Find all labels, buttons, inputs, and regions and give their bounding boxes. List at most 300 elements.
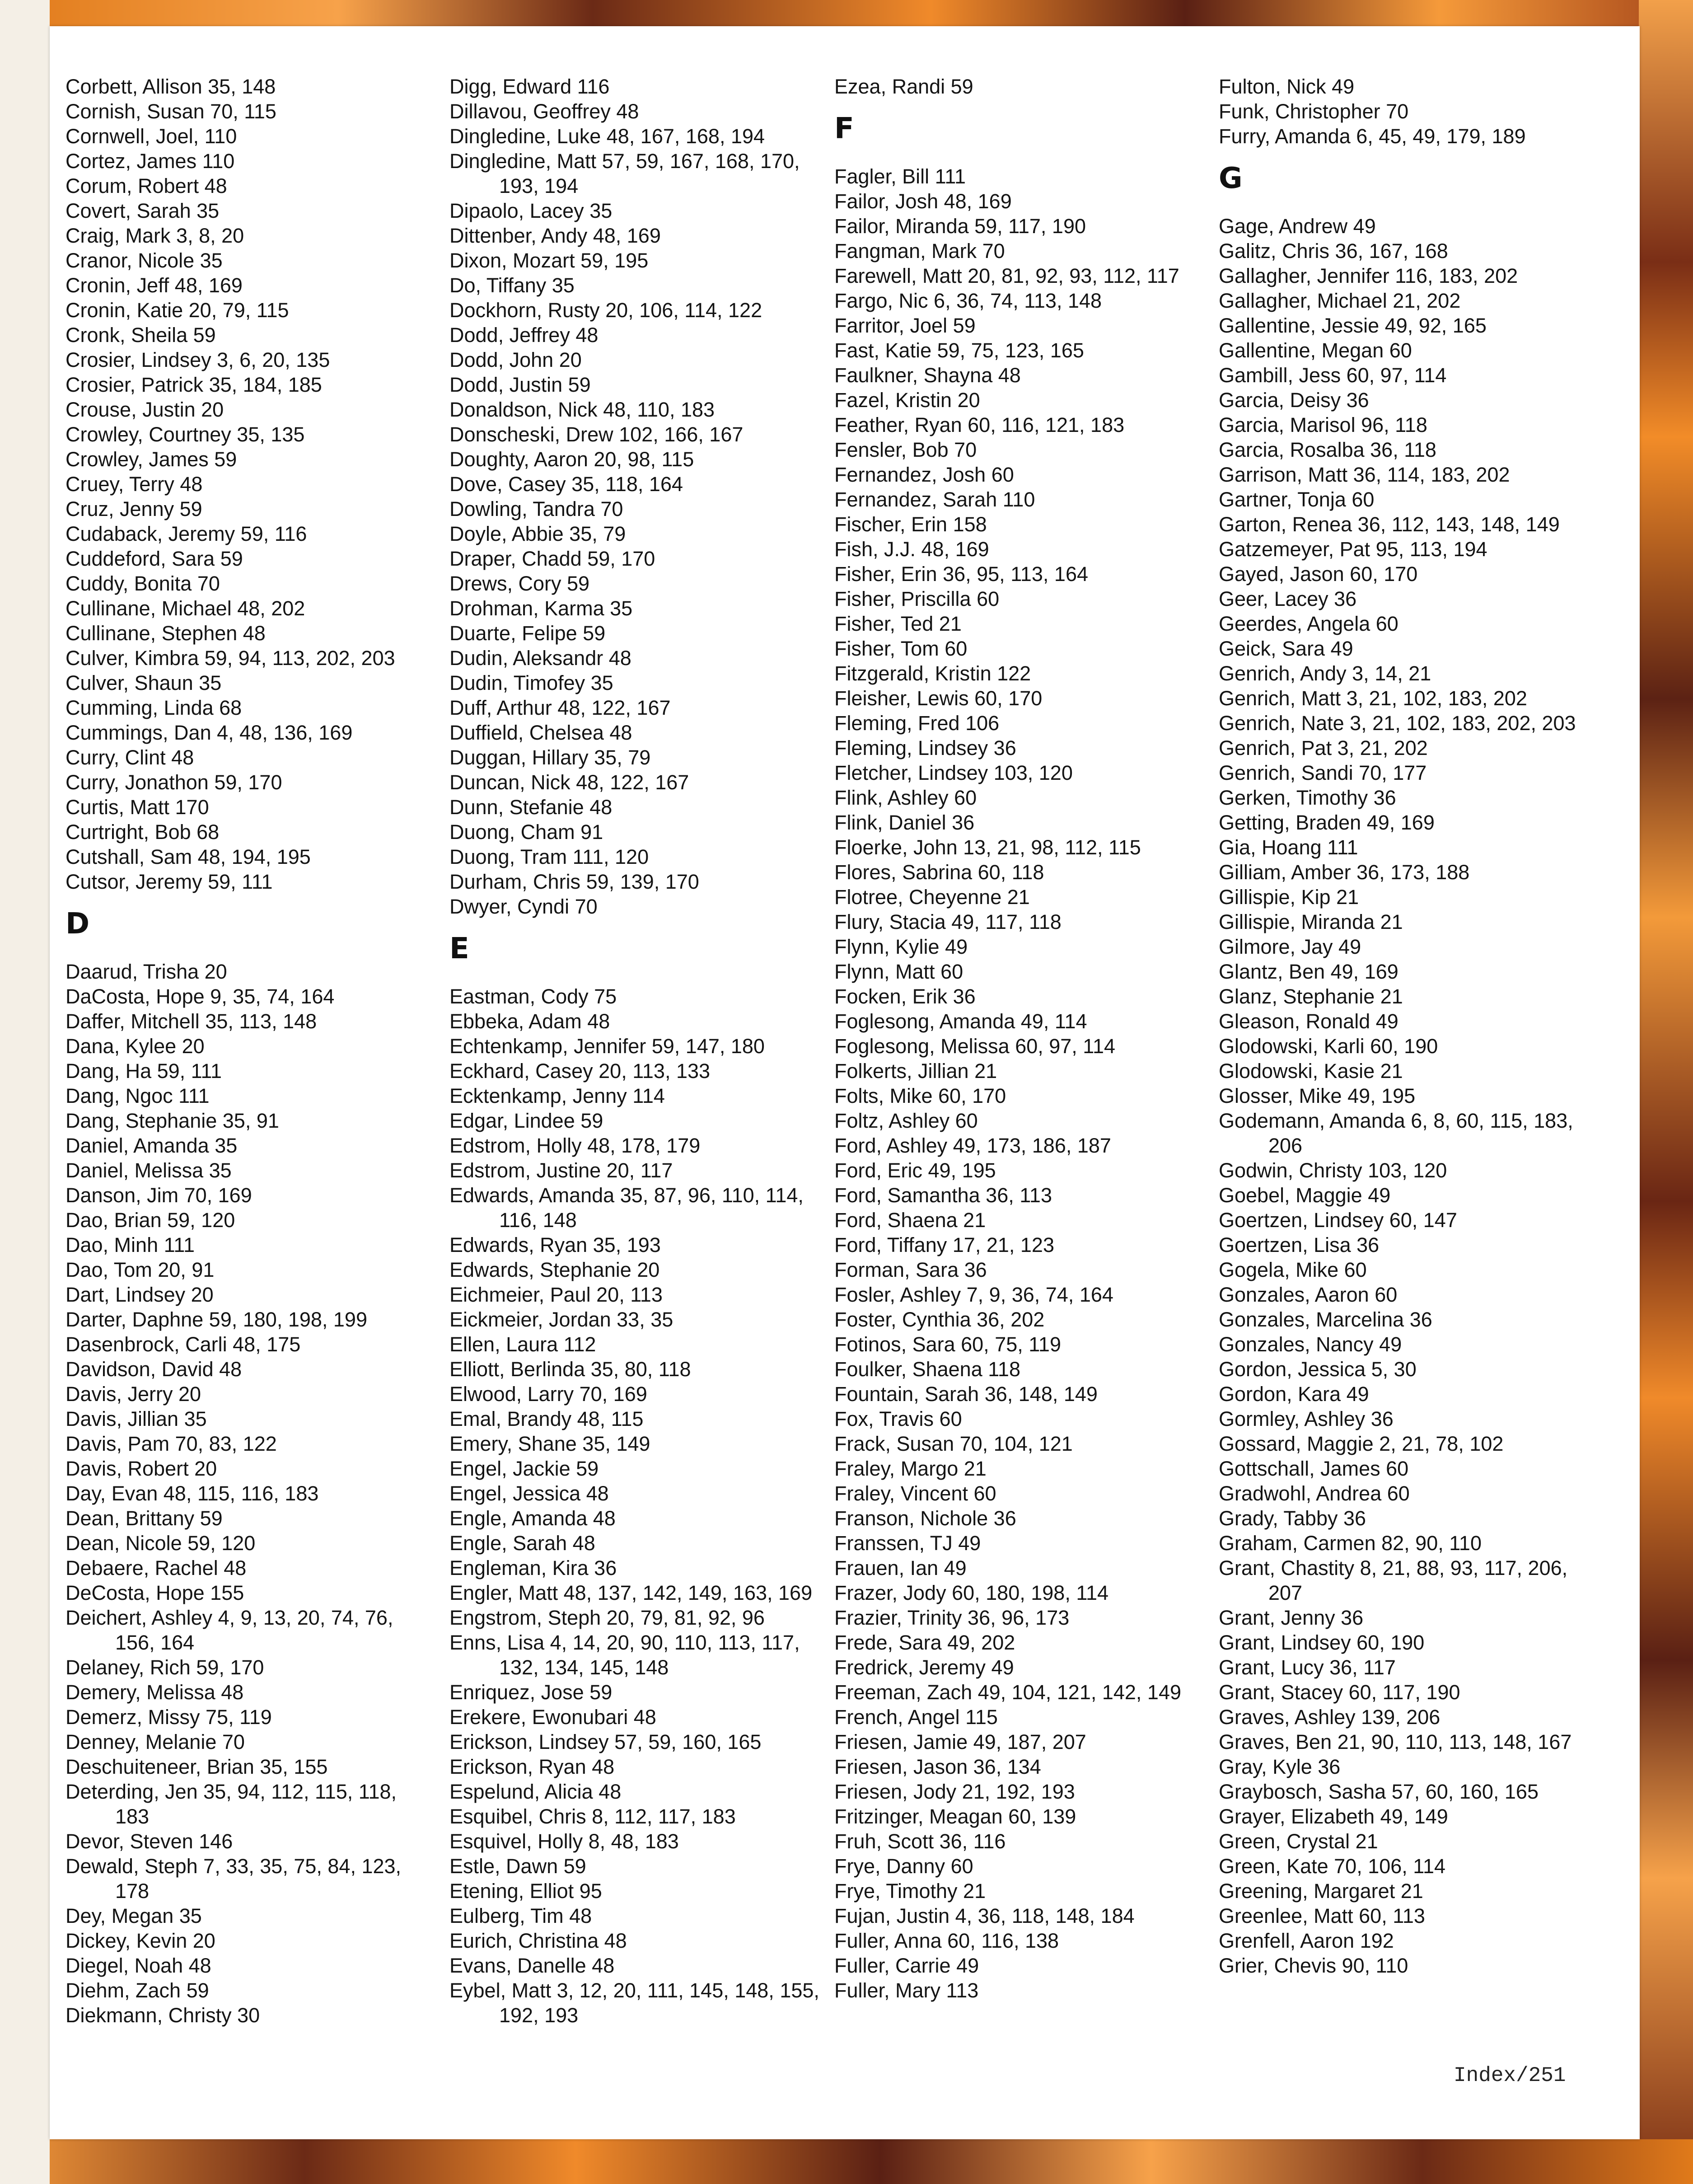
- index-entry: Gambill, Jess 60, 97, 114: [1219, 364, 1447, 387]
- index-entry: Darter, Daphne 59, 180, 198, 199: [65, 1308, 367, 1331]
- index-entry: Goertzen, Lisa 36: [1219, 1233, 1380, 1256]
- index-entry: Gatzemeyer, Pat 95, 113, 194: [1219, 538, 1487, 561]
- index-entry: Gerken, Timothy 36: [1219, 786, 1396, 809]
- index-entry: Farewell, Matt 20, 81, 92, 93, 112, 117: [834, 264, 1179, 287]
- index-entry: Geer, Lacey 36: [1219, 587, 1357, 610]
- index-entry: Forman, Sara 36: [834, 1258, 987, 1281]
- index-entry: Fraley, Margo 21: [834, 1457, 987, 1480]
- index-entry: Daffer, Mitchell 35, 113, 148: [65, 1010, 317, 1033]
- index-entry: Glodowski, Kasie 21: [1219, 1059, 1403, 1083]
- index-entry: DaCosta, Hope 9, 35, 74, 164: [65, 985, 335, 1008]
- index-entry: Corbett, Allison 35, 148: [65, 75, 276, 98]
- index-entry: Dang, Stephanie 35, 91: [65, 1109, 279, 1132]
- index-entry: Dickey, Kevin 20: [65, 1929, 215, 1952]
- index-entry: Gallagher, Michael 21, 202: [1219, 289, 1461, 312]
- index-entry: Fraley, Vincent 60: [834, 1482, 996, 1505]
- index-entry: Fosler, Ashley 7, 9, 36, 74, 164: [834, 1283, 1113, 1306]
- index-entry: Cronin, Jeff 48, 169: [65, 274, 243, 297]
- index-entry: Fleming, Lindsey 36: [834, 736, 1016, 759]
- index-entry: Gartner, Tonja 60: [1219, 488, 1375, 511]
- index-entry: Curtright, Bob 68: [65, 820, 220, 844]
- index-entry: Fulton, Nick 49: [1219, 75, 1355, 98]
- index-entry: Geick, Sara 49: [1219, 637, 1353, 660]
- index-entry: Faulkner, Shayna 48: [834, 364, 1021, 387]
- index-entry: Fargo, Nic 6, 36, 74, 113, 148: [834, 289, 1102, 312]
- index-entry: Gonzales, Nancy 49: [1219, 1333, 1402, 1356]
- index-entry: Fagler, Bill 111: [834, 165, 966, 188]
- index-entry: Ford, Eric 49, 195: [834, 1159, 996, 1182]
- index-entry: Eulberg, Tim 48: [449, 1904, 592, 1927]
- index-entry: Garcia, Rosalba 36, 118: [1219, 438, 1436, 461]
- index-entry: Cornwell, Joel, 110: [65, 125, 237, 148]
- index-entry: Gallagher, Jennifer 116, 183, 202: [1219, 264, 1518, 287]
- index-column-3: [834, 74, 1205, 2003]
- index-entry: Glantz, Ben 49, 169: [1219, 960, 1398, 983]
- index-entry: Freeman, Zach 49, 104, 121, 142, 149: [834, 1681, 1182, 1704]
- index-entry: Frye, Timothy 21: [834, 1879, 986, 1903]
- index-entry: Corum, Robert 48: [65, 174, 227, 197]
- index-entry: Ford, Samantha 36, 113: [834, 1184, 1052, 1207]
- index-entry: Genrich, Pat 3, 21, 202: [1219, 736, 1428, 759]
- index-entry: Evans, Danelle 48: [449, 1954, 615, 1977]
- index-entry: Cutshall, Sam 48, 194, 195: [65, 845, 311, 868]
- index-entry: Ellen, Laura 112: [449, 1333, 596, 1356]
- index-entry: Dowling, Tandra 70: [449, 497, 623, 520]
- index-entry: Curry, Clint 48: [65, 746, 194, 769]
- index-entry: Gray, Kyle 36: [1219, 1755, 1341, 1778]
- index-entry: Draper, Chadd 59, 170: [449, 547, 655, 570]
- index-entry: Fischer, Erin 158: [834, 513, 987, 536]
- index-entry: Grant, Lindsey 60, 190: [1219, 1631, 1425, 1654]
- index-entry: Foulker, Shaena 118: [834, 1358, 1020, 1381]
- index-entry: Graves, Ashley 139, 206: [1219, 1706, 1440, 1729]
- index-entry: Frazer, Jody 60, 180, 198, 114: [834, 1581, 1109, 1604]
- index-entry: Friesen, Jamie 49, 187, 207: [834, 1730, 1086, 1753]
- index-column-1: [65, 74, 436, 2028]
- index-entry: Gage, Andrew 49: [1219, 215, 1376, 238]
- index-entry: Engler, Matt 48, 137, 142, 149, 163, 169: [449, 1581, 813, 1604]
- index-entry: Gia, Hoang 111: [1219, 836, 1358, 859]
- index-entry: Fleisher, Lewis 60, 170: [834, 687, 1043, 710]
- index-entry: Culver, Shaun 35: [65, 671, 222, 694]
- index-entry: Denney, Melanie 70: [65, 1730, 245, 1753]
- index-entry: Fangman, Mark 70: [834, 239, 1005, 262]
- index-entry: Gordon, Jessica 5, 30: [1219, 1358, 1417, 1381]
- index-entry: Demerz, Missy 75, 119: [65, 1706, 272, 1729]
- index-entry: Grenfell, Aaron 192: [1219, 1929, 1394, 1952]
- index-entry: Drohman, Karma 35: [449, 597, 633, 620]
- index-entry: Dipaolo, Lacey 35: [449, 199, 613, 222]
- index-entry: Graham, Carmen 82, 90, 110: [1219, 1532, 1482, 1555]
- index-entry: Eastman, Cody 75: [449, 985, 617, 1008]
- index-entry: Crowley, James 59: [65, 448, 237, 471]
- index-entry: Doughty, Aaron 20, 98, 115: [449, 448, 694, 471]
- index-entry: Dingledine, Matt 57, 59, 167, 168, 170, 193, 194: [449, 150, 800, 197]
- index-entry: Gillispie, Miranda 21: [1219, 910, 1403, 933]
- index-entry: Grant, Jenny 36: [1219, 1606, 1364, 1629]
- index-entry: Flink, Daniel 36: [834, 811, 975, 834]
- index-entry: Ecktenkamp, Jenny 114: [449, 1084, 665, 1107]
- index-entry: Foltz, Ashley 60: [834, 1109, 978, 1132]
- index-entry: Cortez, James 110: [65, 150, 235, 173]
- index-entry: Cronin, Katie 20, 79, 115: [65, 299, 289, 322]
- section-letter-d: D: [65, 907, 90, 941]
- index-entry: Curry, Jonathon 59, 170: [65, 771, 282, 794]
- index-entry: Green, Kate 70, 106, 114: [1219, 1855, 1446, 1878]
- index-entry: Diegel, Noah 48: [65, 1954, 211, 1977]
- index-entry: Delaney, Rich 59, 170: [65, 1656, 264, 1679]
- index-entry: Dillavou, Geoffrey 48: [449, 100, 639, 123]
- index-entry: Dao, Tom 20, 91: [65, 1258, 215, 1281]
- index-entry: Fountain, Sarah 36, 148, 149: [834, 1383, 1098, 1406]
- index-entry: Gilliam, Amber 36, 173, 188: [1219, 861, 1470, 884]
- index-entry: Dewald, Steph 7, 33, 35, 75, 84, 123, 178: [65, 1855, 402, 1903]
- index-entry: Dudin, Timofey 35: [449, 671, 613, 694]
- index-entry: Fleming, Fred 106: [834, 712, 1000, 735]
- index-entry: Genrich, Matt 3, 21, 102, 183, 202: [1219, 687, 1527, 710]
- index-entry: Dean, Brittany 59: [65, 1507, 223, 1530]
- index-entry: Davis, Jillian 35: [65, 1407, 207, 1430]
- index-entry: Flury, Stacia 49, 117, 118: [834, 910, 1062, 933]
- index-entry: Gillispie, Kip 21: [1219, 886, 1359, 909]
- index-entry: Crowley, Courtney 35, 135: [65, 423, 305, 446]
- index-entry: Ezea, Randi 59: [834, 75, 973, 98]
- index-entry: Engel, Jackie 59: [449, 1457, 599, 1480]
- index-entry: Feather, Ryan 60, 116, 121, 183: [834, 413, 1125, 436]
- index-entry: Dart, Lindsey 20: [65, 1283, 214, 1306]
- index-entry: Ford, Shaena 21: [834, 1209, 986, 1232]
- index-entry: Cutsor, Jeremy 59, 111: [65, 870, 273, 893]
- index-entry: Cumming, Linda 68: [65, 696, 242, 719]
- index-entry: Cruz, Jenny 59: [65, 497, 202, 520]
- index-entry: Donaldson, Nick 48, 110, 183: [449, 398, 715, 421]
- index-entry: Floerke, John 13, 21, 98, 112, 115: [834, 836, 1141, 859]
- index-entry: Gilmore, Jay 49: [1219, 935, 1361, 958]
- index-entry: Drews, Cory 59: [449, 572, 590, 595]
- index-entry: French, Angel 115: [834, 1706, 998, 1729]
- index-entry: Green, Crystal 21: [1219, 1830, 1378, 1853]
- index-entry: Fletcher, Lindsey 103, 120: [834, 761, 1073, 784]
- index-entry: Davis, Robert 20: [65, 1457, 217, 1480]
- index-entry: Fuller, Carrie 49: [834, 1954, 979, 1977]
- index-entry: Edstrom, Holly 48, 178, 179: [449, 1134, 701, 1157]
- index-entry: Diehm, Zach 59: [65, 1979, 209, 2002]
- index-entry: Eichmeier, Paul 20, 113: [449, 1283, 663, 1306]
- index-column-4: [1219, 74, 1589, 1978]
- index-entry: Getting, Braden 49, 169: [1219, 811, 1435, 834]
- index-entry: Gallentine, Jessie 49, 92, 165: [1219, 314, 1487, 337]
- index-entry: Glosser, Mike 49, 195: [1219, 1084, 1416, 1107]
- index-entry: Davis, Jerry 20: [65, 1383, 201, 1406]
- index-entry: Gossard, Maggie 2, 21, 78, 102: [1219, 1432, 1504, 1455]
- index-entry: Frye, Danny 60: [834, 1855, 973, 1878]
- index-entry: Fruh, Scott 36, 116: [834, 1830, 1006, 1853]
- index-entry: Frauen, Ian 49: [834, 1556, 967, 1579]
- index-entry: Grayer, Elizabeth 49, 149: [1219, 1805, 1448, 1828]
- index-entry: Dove, Casey 35, 118, 164: [449, 473, 683, 496]
- index-entry: Crouse, Justin 20: [65, 398, 224, 421]
- section-letter-e: E: [449, 932, 469, 965]
- index-entry: Grady, Tabby 36: [1219, 1507, 1366, 1530]
- index-entry: Fisher, Tom 60: [834, 637, 968, 660]
- index-entry: Covert, Sarah 35: [65, 199, 220, 222]
- index-entry: Fuller, Anna 60, 116, 138: [834, 1929, 1059, 1952]
- index-entry: Duffield, Chelsea 48: [449, 721, 632, 744]
- index-entry: Dang, Ngoc 111: [65, 1084, 210, 1107]
- index-entry: Davidson, David 48: [65, 1358, 242, 1381]
- index-entry: Fritzinger, Meagan 60, 139: [834, 1805, 1076, 1828]
- index-entry: Cranor, Nicole 35: [65, 249, 223, 272]
- index-entry: Flores, Sabrina 60, 118: [834, 861, 1044, 884]
- index-entry: Grant, Chastity 8, 21, 88, 93, 117, 206, 207: [1219, 1556, 1568, 1604]
- index-entry: Fernandez, Sarah 110: [834, 488, 1035, 511]
- index-entry: Friesen, Jody 21, 192, 193: [834, 1780, 1075, 1803]
- index-entry: Elliott, Berlinda 35, 80, 118: [449, 1358, 691, 1381]
- index-entry: Daniel, Amanda 35: [65, 1134, 238, 1157]
- index-entry: Gradwohl, Andrea 60: [1219, 1482, 1410, 1505]
- index-entry: Durham, Chris 59, 139, 170: [449, 870, 699, 893]
- index-entry: Garrison, Matt 36, 114, 183, 202: [1219, 463, 1510, 486]
- index-entry: Graybosch, Sasha 57, 60, 160, 165: [1219, 1780, 1539, 1803]
- index-entry: Frede, Sara 49, 202: [834, 1631, 1015, 1654]
- index-entry: Davis, Pam 70, 83, 122: [65, 1432, 277, 1455]
- index-entry: Dodd, Jeffrey 48: [449, 323, 599, 347]
- index-entry: Erickson, Ryan 48: [449, 1755, 615, 1778]
- index-entry: Genrich, Nate 3, 21, 102, 183, 202, 203: [1219, 712, 1576, 735]
- index-entry: Grier, Chevis 90, 110: [1219, 1954, 1408, 1977]
- index-column-2: [449, 74, 820, 2028]
- index-entry: Fisher, Ted 21: [834, 612, 962, 635]
- index-entry: Foglesong, Melissa 60, 97, 114: [834, 1035, 1116, 1058]
- index-entry: Gordon, Kara 49: [1219, 1383, 1369, 1406]
- index-entry: Duncan, Nick 48, 122, 167: [449, 771, 689, 794]
- index-entry: Day, Evan 48, 115, 116, 183: [65, 1482, 319, 1505]
- index-entry: Emal, Brandy 48, 115: [449, 1407, 644, 1430]
- index-entry: Cuddeford, Sara 59: [65, 547, 243, 570]
- index-entry: Farritor, Joel 59: [834, 314, 976, 337]
- index-entry: Enns, Lisa 4, 14, 20, 90, 110, 113, 117, 132, 134, 145, 148: [449, 1631, 800, 1679]
- index-entry: Galitz, Chris 36, 167, 168: [1219, 239, 1448, 262]
- index-entry: Dana, Kylee 20: [65, 1035, 205, 1058]
- index-entry: Folkerts, Jillian 21: [834, 1059, 997, 1083]
- index-entry: Glodowski, Karli 60, 190: [1219, 1035, 1438, 1058]
- index-entry: Godemann, Amanda 6, 8, 60, 115, 183, 206: [1219, 1109, 1573, 1157]
- index-entry: Frazier, Trinity 36, 96, 173: [834, 1606, 1070, 1629]
- index-entry: Culver, Kimbra 59, 94, 113, 202, 203: [65, 647, 395, 670]
- index-entry: Fox, Travis 60: [834, 1407, 962, 1430]
- index-entry: Crosier, Patrick 35, 184, 185: [65, 373, 322, 396]
- index-entry: Engstrom, Steph 20, 79, 81, 92, 96: [449, 1606, 765, 1629]
- index-entry: Fast, Katie 59, 75, 123, 165: [834, 339, 1084, 362]
- decorative-bottom-band: [0, 2139, 1693, 2184]
- index-entry: Duong, Cham 91: [449, 820, 603, 844]
- index-entry: Fuller, Mary 113: [834, 1979, 979, 2002]
- index-entry: Fujan, Justin 4, 36, 118, 148, 184: [834, 1904, 1135, 1927]
- index-entry: Edstrom, Justine 20, 117: [449, 1159, 673, 1182]
- index-entry: Duarte, Felipe 59: [449, 622, 606, 645]
- index-entry: Doyle, Abbie 35, 79: [449, 522, 626, 545]
- index-entry: Geerdes, Angela 60: [1219, 612, 1398, 635]
- index-entry: Friesen, Jason 36, 134: [834, 1755, 1041, 1778]
- index-entry: Dodd, Justin 59: [449, 373, 591, 396]
- index-entry: Dudin, Aleksandr 48: [449, 647, 631, 670]
- index-entry: Dockhorn, Rusty 20, 106, 114, 122: [449, 299, 762, 322]
- index-entry: Grant, Lucy 36, 117: [1219, 1656, 1396, 1679]
- index-entry: Cronk, Sheila 59: [65, 323, 216, 347]
- section-letter-f: F: [834, 112, 854, 145]
- index-entry: Gonzales, Aaron 60: [1219, 1283, 1398, 1306]
- index-entry: Failor, Josh 48, 169: [834, 190, 1012, 213]
- index-entry: DeCosta, Hope 155: [65, 1581, 244, 1604]
- index-entry: Gayed, Jason 60, 170: [1219, 562, 1418, 586]
- index-entry: Edwards, Stephanie 20: [449, 1258, 660, 1281]
- index-entry: Engel, Jessica 48: [449, 1482, 609, 1505]
- index-entry: Dixon, Mozart 59, 195: [449, 249, 649, 272]
- index-entry: Eickmeier, Jordan 33, 35: [449, 1308, 673, 1331]
- index-entry: Flynn, Kylie 49: [834, 935, 968, 958]
- index-entry: Emery, Shane 35, 149: [449, 1432, 650, 1455]
- index-entry: Gonzales, Marcelina 36: [1219, 1308, 1432, 1331]
- index-entry: Focken, Erik 36: [834, 985, 976, 1008]
- index-entry: Frack, Susan 70, 104, 121: [834, 1432, 1073, 1455]
- index-entry: Cruey, Terry 48: [65, 473, 203, 496]
- index-entry: Cornish, Susan 70, 115: [65, 100, 276, 123]
- index-entry: Cullinane, Michael 48, 202: [65, 597, 305, 620]
- index-entry: Devor, Steven 146: [65, 1830, 233, 1853]
- index-entry: Edwards, Amanda 35, 87, 96, 110, 114, 116, 148: [449, 1184, 804, 1232]
- index-entry: Enriquez, Jose 59: [449, 1681, 613, 1704]
- index-entry: Dang, Ha 59, 111: [65, 1059, 222, 1083]
- index-entry: Dittenber, Andy 48, 169: [449, 224, 661, 247]
- index-entry: Foglesong, Amanda 49, 114: [834, 1010, 1087, 1033]
- index-entry: Grant, Stacey 60, 117, 190: [1219, 1681, 1460, 1704]
- index-entry: Daniel, Melissa 35: [65, 1159, 232, 1182]
- index-entry: Godwin, Christy 103, 120: [1219, 1159, 1447, 1182]
- index-entry: Graves, Ben 21, 90, 110, 113, 148, 167: [1219, 1730, 1572, 1753]
- index-entry: Garton, Renea 36, 112, 143, 148, 149: [1219, 513, 1560, 536]
- index-entry: Danson, Jim 70, 169: [65, 1184, 252, 1207]
- index-entry: Espelund, Alicia 48: [449, 1780, 622, 1803]
- index-entry: Greenlee, Matt 60, 113: [1219, 1904, 1425, 1927]
- index-entry: Franssen, TJ 49: [834, 1532, 981, 1555]
- index-entry: Eybel, Matt 3, 12, 20, 111, 145, 148, 155, 192, 193: [449, 1979, 819, 2027]
- index-entry: Fredrick, Jeremy 49: [834, 1656, 1014, 1679]
- index-entry: Erickson, Lindsey 57, 59, 160, 165: [449, 1730, 762, 1753]
- index-entry: Ebbeka, Adam 48: [449, 1010, 610, 1033]
- index-entry: Crosier, Lindsey 3, 6, 20, 135: [65, 348, 330, 371]
- index-entry: Dean, Nicole 59, 120: [65, 1532, 256, 1555]
- index-entry: Cuddy, Bonita 70: [65, 572, 220, 595]
- index-entry: Esquivel, Holly 8, 48, 183: [449, 1830, 679, 1853]
- index-entry: Dwyer, Cyndi 70: [449, 895, 598, 918]
- index-entry: Gallentine, Megan 60: [1219, 339, 1412, 362]
- index-entry: Goertzen, Lindsey 60, 147: [1219, 1209, 1457, 1232]
- index-entry: Glanz, Stephanie 21: [1219, 985, 1403, 1008]
- page-number-label: Index/251: [1454, 2064, 1566, 2087]
- index-entry: Deterding, Jen 35, 94, 112, 115, 118, 183: [65, 1780, 397, 1828]
- index-entry: Engle, Sarah 48: [449, 1532, 595, 1555]
- index-entry: Duggan, Hillary 35, 79: [449, 746, 651, 769]
- index-entry: Deschuiteneer, Brian 35, 155: [65, 1755, 328, 1778]
- index-entry: Goebel, Maggie 49: [1219, 1184, 1391, 1207]
- index-entry: Gleason, Ronald 49: [1219, 1010, 1398, 1033]
- index-entry: Dao, Minh 111: [65, 1233, 195, 1256]
- index-entry: Demery, Melissa 48: [65, 1681, 244, 1704]
- index-entry: Fisher, Priscilla 60: [834, 587, 1000, 610]
- index-entry: Donscheski, Drew 102, 166, 167: [449, 423, 744, 446]
- index-entry: Dasenbrock, Carli 48, 175: [65, 1333, 301, 1356]
- decorative-right-band: [1639, 0, 1693, 2184]
- index-entry: Dingledine, Luke 48, 167, 168, 194: [449, 125, 765, 148]
- index-entry: Esquibel, Chris 8, 112, 117, 183: [449, 1805, 736, 1828]
- index-entry: Digg, Edward 116: [449, 75, 610, 98]
- index-entry: Cullinane, Stephen 48: [65, 622, 266, 645]
- index-entry: Gottschall, James 60: [1219, 1457, 1409, 1480]
- index-entry: Debaere, Rachel 48: [65, 1556, 247, 1579]
- index-entry: Duong, Tram 111, 120: [449, 845, 649, 868]
- index-entry: Fernandez, Josh 60: [834, 463, 1014, 486]
- index-entry: Dunn, Stefanie 48: [449, 796, 613, 819]
- index-entry: Elwood, Larry 70, 169: [449, 1383, 647, 1406]
- index-entry: Flotree, Cheyenne 21: [834, 886, 1030, 909]
- index-entry: Craig, Mark 3, 8, 20: [65, 224, 244, 247]
- index-entry: Do, Tiffany 35: [449, 274, 575, 297]
- index-entry: Fisher, Erin 36, 95, 113, 164: [834, 562, 1089, 586]
- index-entry: Ford, Ashley 49, 173, 186, 187: [834, 1134, 1111, 1157]
- index-entry: Genrich, Andy 3, 14, 21: [1219, 662, 1431, 685]
- index-entry: Fotinos, Sara 60, 75, 119: [834, 1333, 1061, 1356]
- index-entry: Failor, Miranda 59, 117, 190: [834, 215, 1086, 238]
- index-entry: Echtenkamp, Jennifer 59, 147, 180: [449, 1035, 765, 1058]
- index-entry: Fitzgerald, Kristin 122: [834, 662, 1031, 685]
- index-entry: Flink, Ashley 60: [834, 786, 977, 809]
- index-entry: Etening, Elliot 95: [449, 1879, 602, 1903]
- index-entry: Daarud, Trisha 20: [65, 960, 227, 983]
- index-entry: Gogela, Mike 60: [1219, 1258, 1367, 1281]
- index-entry: Cudaback, Jeremy 59, 116: [65, 522, 307, 545]
- index-entry: Erekere, Ewonubari 48: [449, 1706, 656, 1729]
- index-entry: Edgar, Lindee 59: [449, 1109, 603, 1132]
- index-entry: Dodd, John 20: [449, 348, 582, 371]
- index-entry: Cummings, Dan 4, 48, 136, 169: [65, 721, 353, 744]
- index-entry: Dey, Megan 35: [65, 1904, 202, 1927]
- index-entry: Ford, Tiffany 17, 21, 123: [834, 1233, 1054, 1256]
- index-entry: Deichert, Ashley 4, 9, 13, 20, 74, 76, 156, 164: [65, 1606, 393, 1654]
- index-entry: Estle, Dawn 59: [449, 1855, 586, 1878]
- index-entry: Garcia, Deisy 36: [1219, 389, 1369, 412]
- index-entry: Funk, Christopher 70: [1219, 100, 1409, 123]
- index-entry: Fish, J.J. 48, 169: [834, 538, 989, 561]
- page-gutter: [0, 0, 50, 2184]
- index-entry: Franson, Nichole 36: [834, 1507, 1016, 1530]
- index-entry: Duff, Arthur 48, 122, 167: [449, 696, 671, 719]
- index-entry: Flynn, Matt 60: [834, 960, 963, 983]
- index-entry: Diekmann, Christy 30: [65, 2004, 260, 2027]
- index-entry: Engleman, Kira 36: [449, 1556, 617, 1579]
- index-entry: Greening, Margaret 21: [1219, 1879, 1423, 1903]
- index-entry: Garcia, Marisol 96, 118: [1219, 413, 1427, 436]
- index-entry: Curtis, Matt 170: [65, 796, 209, 819]
- index-entry: Eckhard, Casey 20, 113, 133: [449, 1059, 711, 1083]
- index-page: [50, 26, 1640, 2139]
- index-entry: Fazel, Kristin 20: [834, 389, 980, 412]
- index-entry: Gormley, Ashley 36: [1219, 1407, 1394, 1430]
- index-entry: Fensler, Bob 70: [834, 438, 977, 461]
- index-entry: Edwards, Ryan 35, 193: [449, 1233, 661, 1256]
- index-entry: Folts, Mike 60, 170: [834, 1084, 1006, 1107]
- index-entry: Engle, Amanda 48: [449, 1507, 616, 1530]
- decorative-top-band: [0, 0, 1693, 27]
